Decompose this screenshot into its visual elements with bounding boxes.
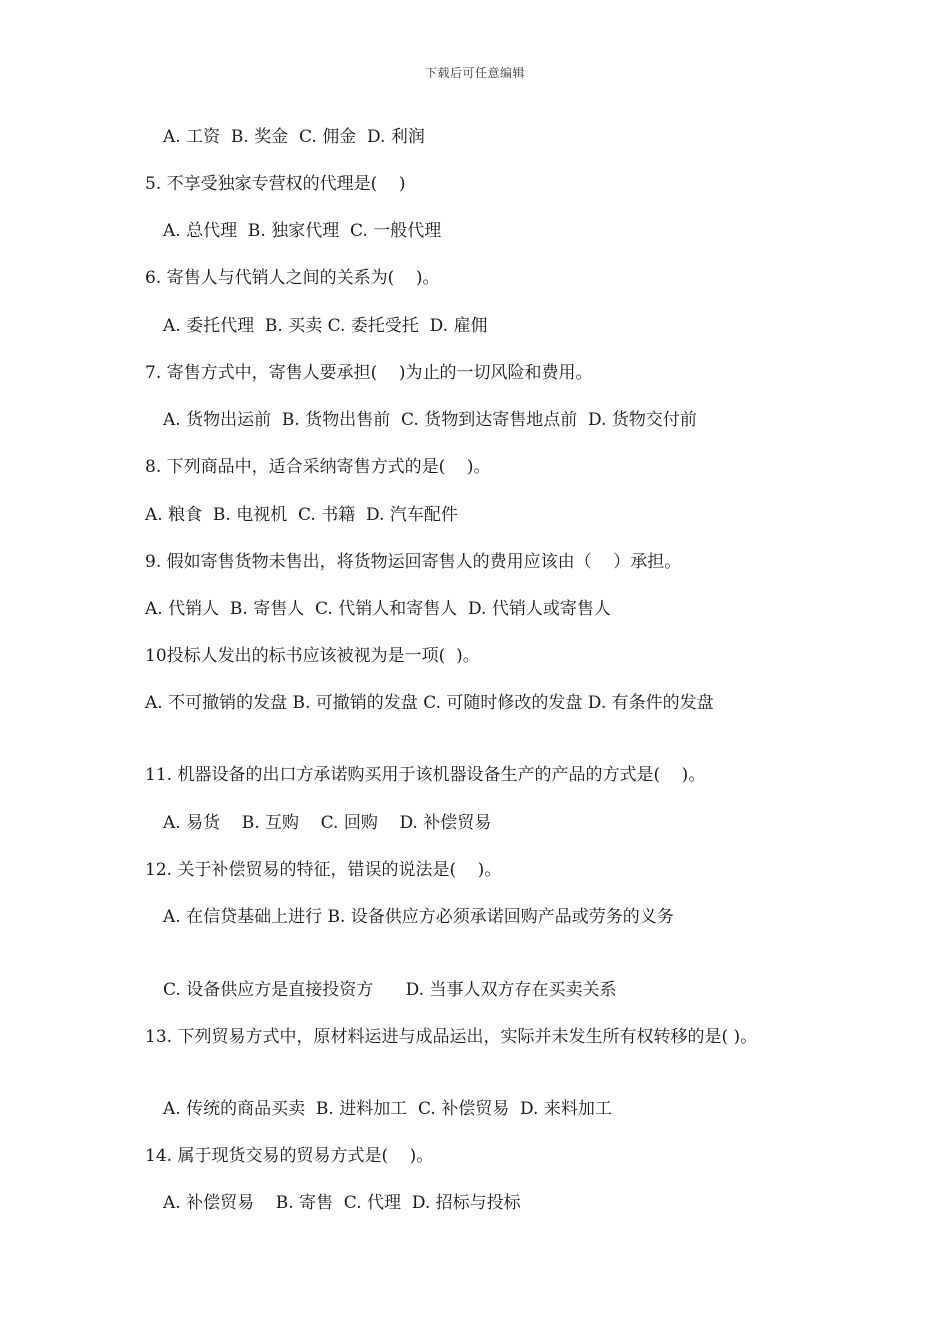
q7-options: A. 货物出运前 B. 货物出售前 C. 货物到达寄售地点前 D. 货物交付前 <box>163 410 697 430</box>
q11-question: 11. 机器设备的出口方承诺购买用于该机器设备生产的产品的方式是( )。 <box>145 765 706 785</box>
q12-options-cd: C. 设备供应方是直接投资方 D. 当事人双方存在买卖关系 <box>163 980 617 1000</box>
q12-options-ab: A. 在信贷基础上进行 B. 设备供应方必须承诺回购产品或劳务的义务 <box>163 907 674 927</box>
q8-question: 8. 下列商品中，适合采纳寄售方式的是( )。 <box>145 457 491 477</box>
q4-options: A. 工资 B. 奖金 C. 佣金 D. 利润 <box>163 127 425 147</box>
q12-question: 12. 关于补偿贸易的特征，错误的说法是( )。 <box>145 860 502 880</box>
q13-options: A. 传统的商品买卖 B. 进料加工 C. 补偿贸易 D. 来料加工 <box>163 1099 612 1119</box>
q6-question: 6. 寄售人与代销人之间的关系为( )。 <box>145 268 440 288</box>
q10-question: 10投标人发出的标书应该被视为是一项( )。 <box>145 646 480 666</box>
q13-question: 13. 下列贸易方式中，原材料运进与成品运出，实际并未发生所有权转移的是( )。 <box>145 1027 758 1047</box>
q5-question: 5. 不享受独家专营权的代理是( ) <box>145 174 406 194</box>
page-header: 下载后可任意编辑 <box>424 66 525 80</box>
q11-options: A. 易货 B. 互购 C. 回购 D. 补偿贸易 <box>163 813 492 833</box>
q14-question: 14. 属于现货交易的贸易方式是( )。 <box>145 1146 434 1166</box>
q5-options: A. 总代理 B. 独家代理 C. 一般代理 <box>163 221 442 241</box>
q7-question: 7. 寄售方式中，寄售人要承担( )为止的一切风险和费用。 <box>145 363 593 383</box>
q14-options: A. 补偿贸易 B. 寄售 C. 代理 D. 招标与投标 <box>163 1193 521 1213</box>
q8-options: A. 粮食 B. 电视机 C. 书籍 D. 汽车配件 <box>145 505 458 525</box>
q10-options: A. 不可撤销的发盘 B. 可撤销的发盘 C. 可随时修改的发盘 D. 有条件的发盘 <box>145 693 714 713</box>
q6-options: A. 委托代理 B. 买卖 C. 委托受托 D. 雇佣 <box>163 316 488 336</box>
q9-question: 9. 假如寄售货物未售出，将货物运回寄售人的费用应该由（ ）承担。 <box>145 552 682 572</box>
q9-options: A. 代销人 B. 寄售人 C. 代销人和寄售人 D. 代销人或寄售人 <box>145 599 611 619</box>
